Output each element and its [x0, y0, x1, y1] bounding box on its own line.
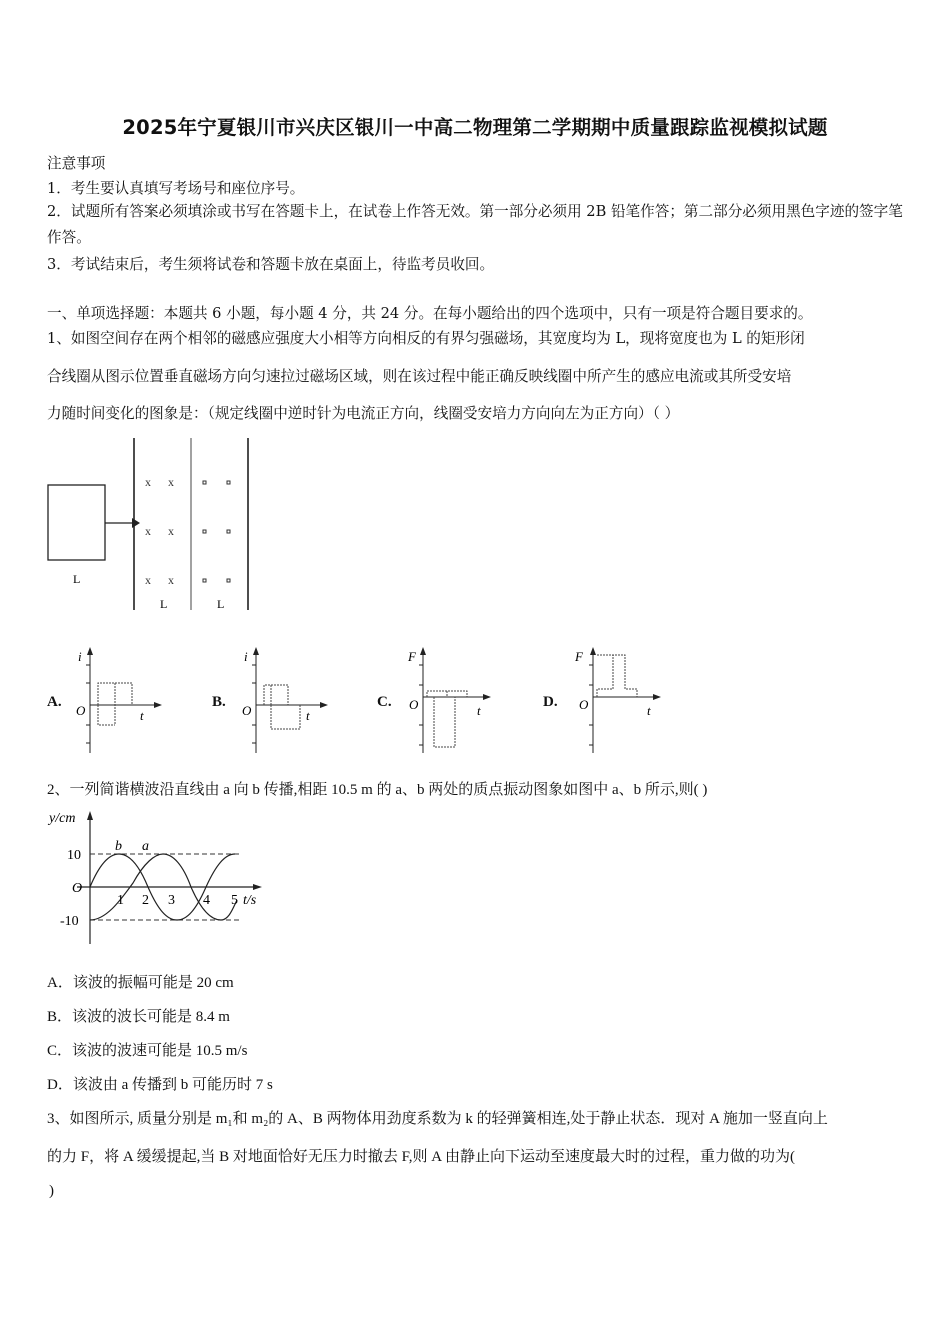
q1-option-a-graph [70, 645, 165, 757]
svg-text:i: i [244, 649, 248, 664]
svg-text:t: t [647, 703, 651, 718]
notice-item: 2．试题所有答案必须填涂或书写在答题卡上，在试卷上作答无效。第一部分必须用 2B 铅笔作答；第二部分必须用黑色字迹的签字笔作答。 [47, 203, 903, 246]
q1-field-figure [40, 430, 270, 620]
dot [203, 530, 206, 533]
field-label: L [217, 597, 225, 611]
q1-option-c-graph [403, 645, 498, 757]
svg-text:i: i [78, 649, 82, 664]
dot [227, 481, 230, 484]
q2-option: A．该波的振幅可能是 20 cm [47, 975, 234, 991]
svg-text:O: O [76, 703, 86, 718]
notice-heading: 注意事项 [47, 155, 106, 172]
dot-marks [203, 481, 230, 582]
svg-text:O: O [72, 881, 83, 896]
svg-text:t/s: t/s [243, 893, 257, 908]
q3-stem-line: 的力 F，将 A 缓缓提起,当 B 对地面恰好无压力时撤去 F,则 A 由静止向下运动至速度最大时的过程，重力做的功为( [47, 1149, 795, 1165]
svg-text:y/cm: y/cm [49, 811, 76, 826]
q1-option-label: B. [212, 694, 226, 710]
cross: x [145, 475, 151, 489]
cross: x [145, 524, 151, 538]
dot [227, 530, 230, 533]
svg-text:t: t [140, 708, 144, 723]
q1-stem-line: 1、如图空间存在两个相邻的磁感应强度大小相等方向相反的有界匀强磁场，其宽度均为 L，现将宽度也为 L 的矩形闭 [47, 330, 805, 347]
svg-text:-10: -10 [60, 914, 79, 929]
q1-option-label: A. [47, 694, 62, 710]
svg-text:O: O [409, 697, 419, 712]
svg-text:t: t [306, 708, 310, 723]
q2-vibration-graph [47, 808, 272, 948]
q3-stem-line: 3、如图所示, 质量分别是 m₁和 m₂的 A、B 两物体用劲度系数为 k 的轻弹簧相连,处于静止状态．现对 A 施加一竖直向上 [47, 1111, 828, 1127]
q1-option-label: C. [377, 694, 392, 710]
q1-option-b-graph [236, 645, 331, 757]
dot [227, 579, 230, 582]
svg-text:10: 10 [67, 848, 81, 863]
cross: x [168, 524, 174, 538]
cross: x [168, 475, 174, 489]
svg-text:a: a [142, 839, 149, 854]
dot [203, 579, 206, 582]
svg-text:O: O [242, 703, 252, 718]
q1-option-label: D. [543, 694, 558, 710]
svg-text:b: b [115, 839, 122, 854]
q1-option-d-graph [573, 645, 668, 757]
field-label: L [160, 597, 168, 611]
cross: x [168, 573, 174, 587]
notice-item: 3．考试结束后，考生须将试卷和答题卡放在桌面上，待监考员收回。 [47, 256, 495, 273]
svg-text:4: 4 [203, 893, 210, 908]
q2-option: B．该波的波长可能是 8.4 m [47, 1009, 230, 1025]
coil-rect [48, 485, 105, 560]
svg-text:F: F [575, 649, 583, 664]
q2-option: C．该波的波速可能是 10.5 m/s [47, 1043, 248, 1059]
dot [203, 481, 206, 484]
svg-text:1: 1 [117, 893, 124, 908]
svg-text:5: 5 [231, 893, 238, 908]
svg-text:3: 3 [168, 893, 175, 908]
cross: x [145, 573, 151, 587]
svg-text:t: t [477, 703, 481, 718]
q1-stem-line: 合线圈从图示位置垂直磁场方向匀速拉过磁场区域，则在该过程中能正确反映线圈中所产生的感应电流或其所受安培 [47, 368, 792, 385]
page-title: 2025年宁夏银川市兴庆区银川一中高二物理第二学期期中质量跟踪监视模拟试题 [122, 116, 828, 139]
q3-stem-line: ) [49, 1183, 54, 1199]
notice-item: 1．考生要认真填写考场号和座位序号。 [47, 180, 305, 197]
coil-label: L [73, 572, 81, 586]
q2-stem: 2、一列简谐横波沿直线由 a 向 b 传播,相距 10.5 m 的 a、b 两处的质点振动图象如图中 a、b 所示,则( ) [47, 782, 708, 798]
svg-text:2: 2 [142, 893, 149, 908]
cross-marks [145, 475, 174, 587]
svg-text:O: O [579, 697, 589, 712]
q1-stem-line: 力随时间变化的图象是：（规定线圈中逆时针为电流正方向，线圈受安培力方向向左为正方向）（ ） [47, 405, 680, 422]
svg-text:F: F [408, 649, 416, 664]
section-heading: 一、单项选择题：本题共 6 小题，每小题 4 分，共 24 分。在每小题给出的四个选项中，只有一项是符合题目要求的。 [47, 305, 813, 322]
q2-option: D．该波由 a 传播到 b 可能历时 7 s [47, 1077, 273, 1093]
